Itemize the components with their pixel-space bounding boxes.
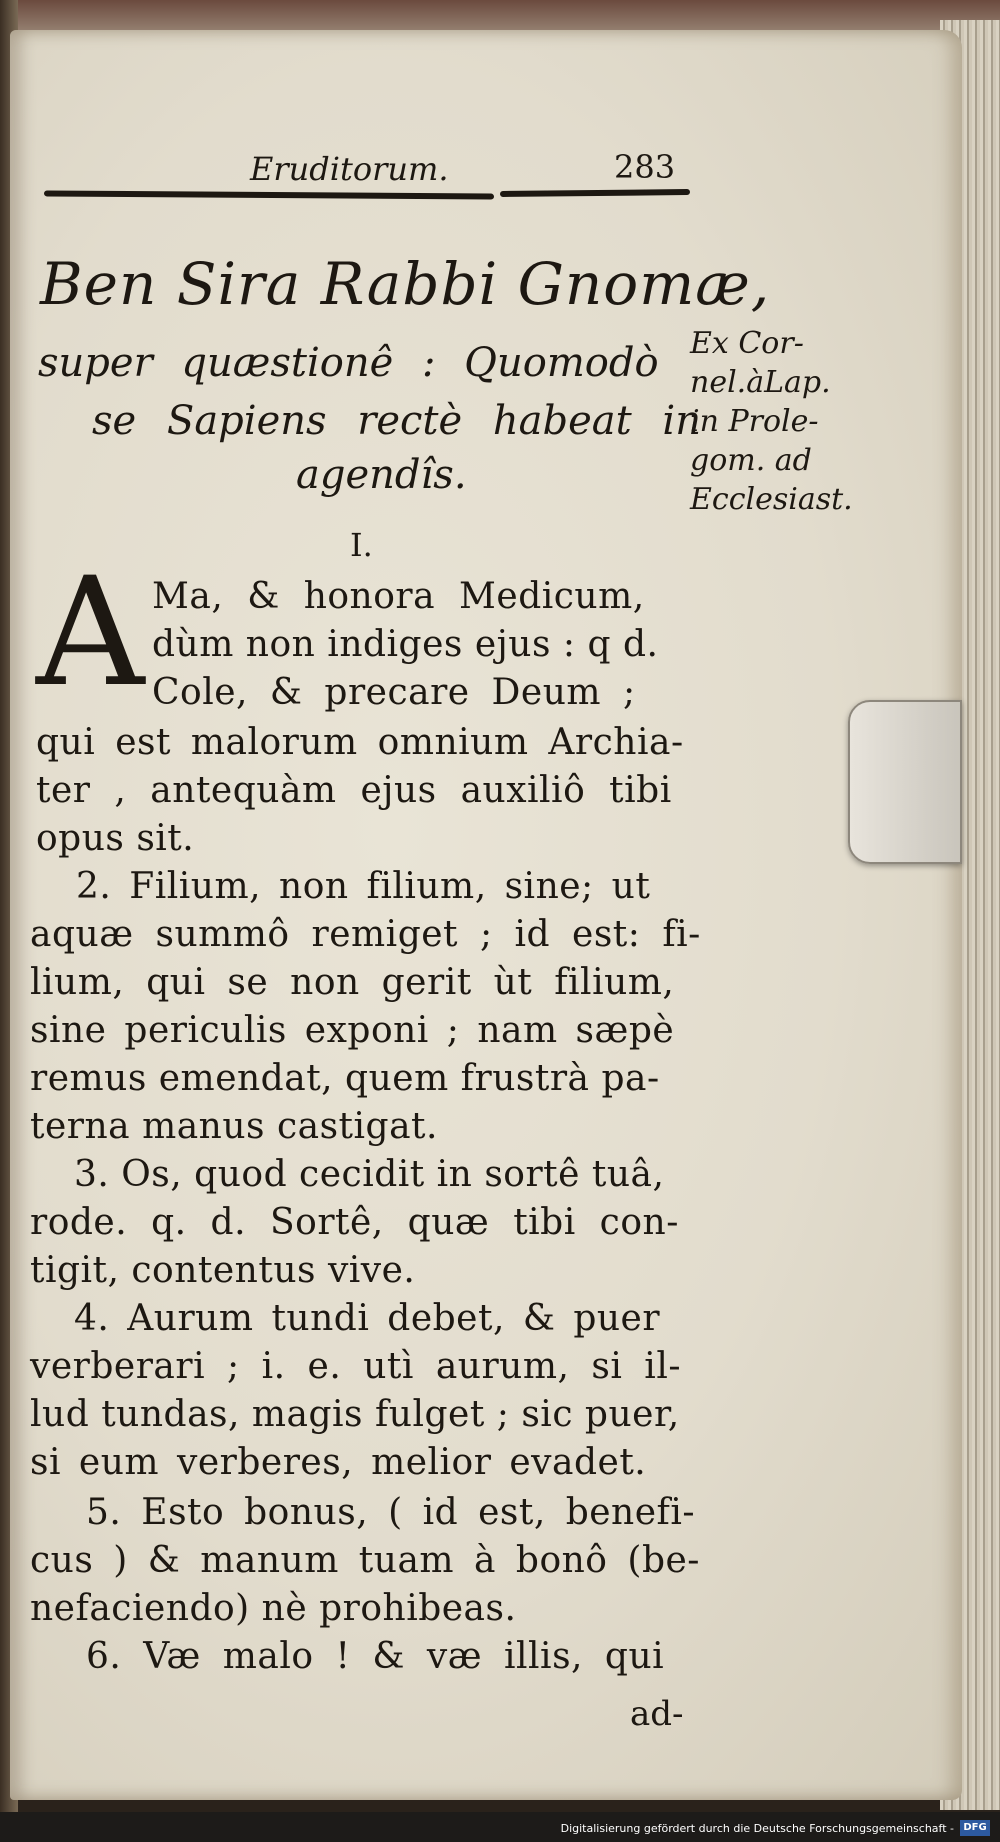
body-line: 2. Filium, non filium, sine; ut [76, 866, 651, 907]
body-line: ter , antequàm ejus auxiliô tibi [36, 770, 672, 811]
margin-note-line: Ecclesiast. [690, 482, 853, 517]
body-line: cus ) & manum tuam à bonô (be- [30, 1540, 700, 1581]
body-line: lium, qui se non gerit ùt filium, [30, 962, 675, 1003]
title-line-2: se Sapiens rectè habeat in [92, 398, 701, 444]
catchword: ad- [630, 1694, 684, 1734]
dfg-logo: DFG [960, 1820, 990, 1836]
title-main: Ben Sira Rabbi Gnomæ, [40, 250, 771, 318]
body-line: aquæ summô remiget ; id est: fi- [30, 914, 701, 955]
body-line: 3. Os, quod cecidit in sortê tuâ, [74, 1154, 665, 1195]
body-line: 6. Væ malo ! & væ illis, qui [86, 1636, 665, 1677]
drop-cap: A [36, 546, 145, 720]
body-line: 5. Esto bonus, ( id est, benefi- [86, 1492, 696, 1533]
body-line: nefaciendo) nè prohibeas. [30, 1588, 517, 1629]
title-line-3: agendîs. [296, 452, 467, 498]
margin-note-line: Ex Cor- [690, 326, 804, 361]
margin-note-line: in Prole- [690, 404, 819, 439]
margin-note [690, 324, 853, 519]
running-head: Eruditorum. [250, 150, 449, 188]
body-line: Cole, & precare Deum ; [152, 672, 636, 713]
page-number: 283 [614, 148, 676, 186]
body-line: rode. q. d. Sortê, quæ tibi con- [30, 1202, 679, 1243]
title-line-1: super quæstionê : Quomodò [38, 340, 659, 386]
page-clip-tab [848, 700, 962, 864]
body-line: qui est malorum omnium Archia- [36, 722, 684, 763]
body-line: opus sit. [36, 818, 195, 859]
body-line: sine periculis exponi ; nam sæpè [30, 1010, 675, 1051]
body-line: tigit, contentus vive. [30, 1250, 416, 1291]
body-line: 4. Aurum tundi debet, & puer [74, 1298, 661, 1339]
body-line: dùm non indiges ejus : q d. [152, 624, 659, 665]
body-line: Ma, & honora Medicum, [152, 576, 645, 617]
body-line: remus emendat, quem frustrà pa- [30, 1058, 660, 1099]
body-line: lud tundas, magis fulget ; sic puer, [30, 1394, 680, 1435]
margin-note-line: gom. ad [690, 443, 812, 478]
digitization-credit: Digitalisierung gefördert durch die Deutsche Forschungsgemeinschaft - [560, 1822, 954, 1835]
body-line: terna manus castigat. [30, 1106, 438, 1147]
body-line: si eum verberes, melior evadet. [30, 1442, 647, 1483]
section-number: I. [350, 526, 373, 564]
body-line: verberari ; i. e. utì aurum, si il- [30, 1346, 682, 1387]
margin-note-line: nel.àLap. [690, 365, 831, 400]
